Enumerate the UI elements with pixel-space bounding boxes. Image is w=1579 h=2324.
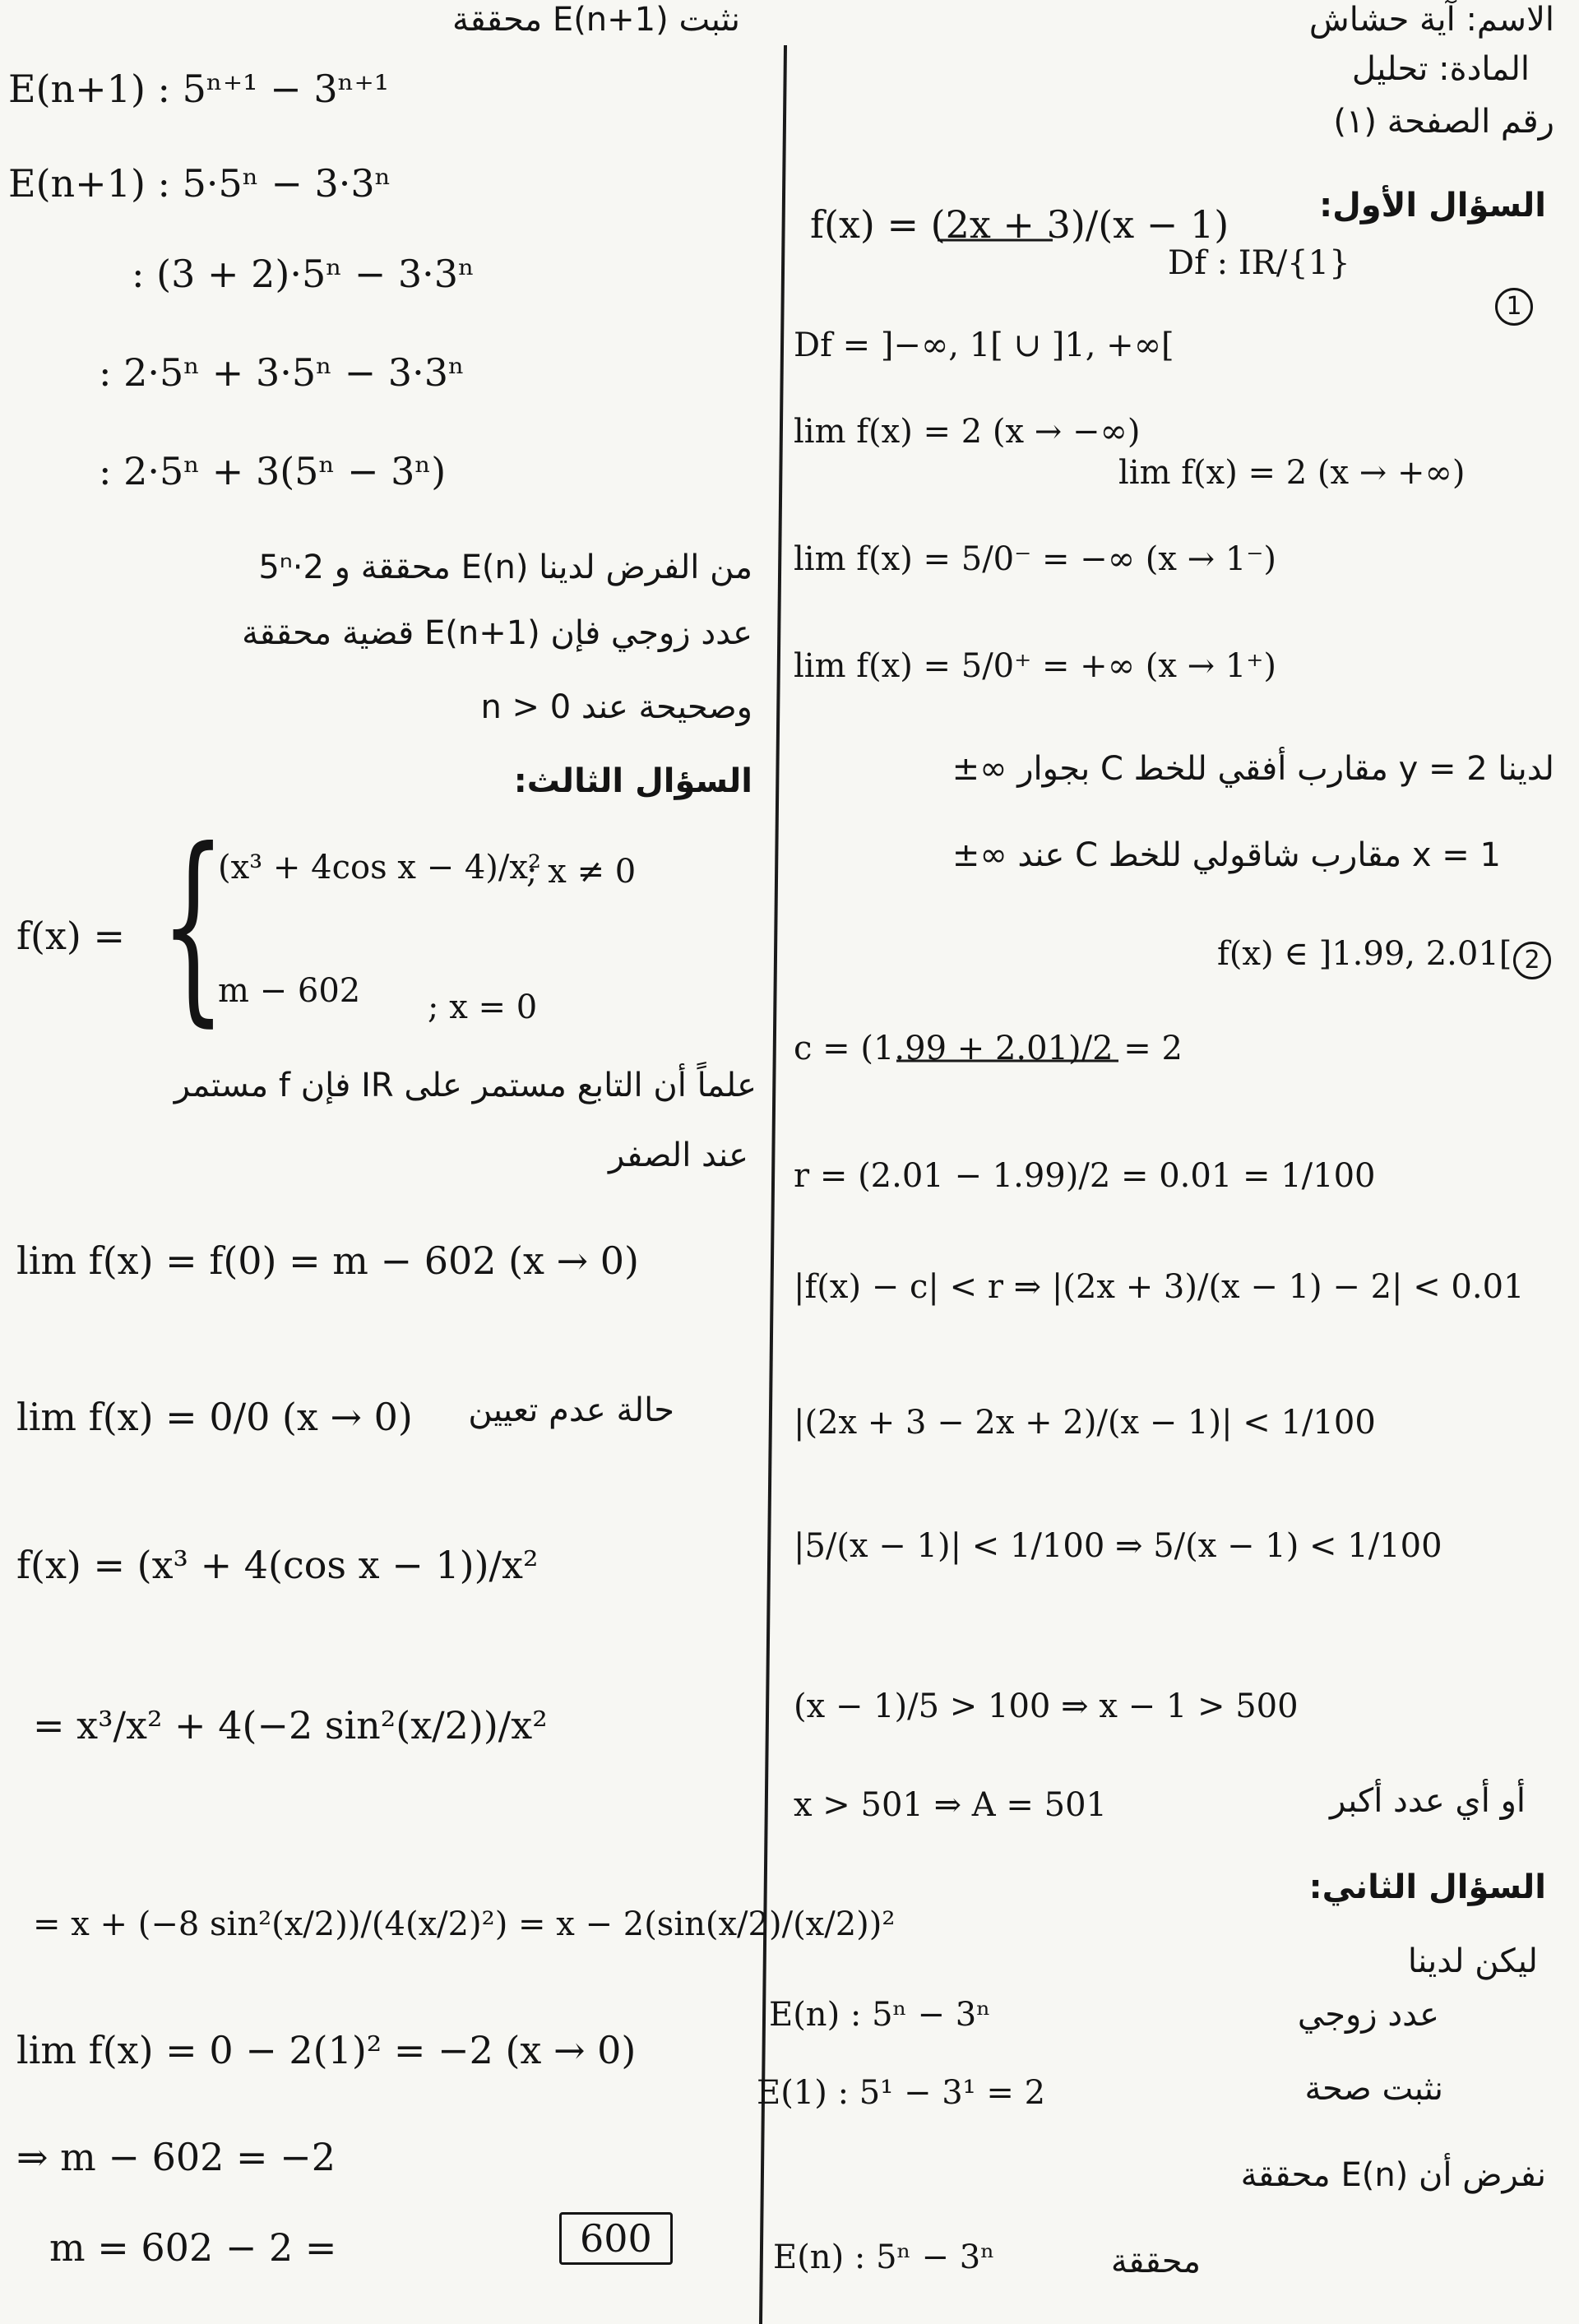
q2-conclusion-3: وصحيحة عند n > 0	[480, 688, 752, 726]
q3-case-2-condition: ; x = 0	[428, 988, 538, 1026]
q3-case-1-condition: ; x ≠ 0	[526, 853, 637, 891]
q3-case-1-expression: (x³ + 4cos x − 4)/x²	[218, 849, 541, 887]
subject: المادة: تحليل	[1351, 50, 1530, 88]
q2-conclusion-2: عدد زوجي فإن E(n+1) قضية محققة	[242, 614, 752, 652]
q3-case-2-expression: m − 602	[218, 972, 361, 1010]
q1-domain-short: Df : IR/{1}	[1168, 244, 1350, 282]
q1-center: c = (1.99 + 2.01)/2 = 2	[794, 1030, 1183, 1067]
q3-rewrite-2: = x³/x² + 4(−2 sin²(x/2))/x²	[33, 1703, 548, 1748]
q3-indeterminate-note: حالة عدم تعيين	[468, 1391, 674, 1429]
q3-indeterminate: lim f(x) = 0/0 (x → 0)	[16, 1395, 413, 1439]
q1-function: f(x) = (2x + 3)/(x − 1)	[810, 202, 1229, 247]
q1-inequality-3: |5/(x − 1)| < 1/100 ⇒ 5/(x − 1) < 1/100	[794, 1527, 1442, 1565]
q2-prove-header: نثبت E(n+1) محققة	[452, 1, 740, 39]
q1-radius: r = (2.01 − 1.99)/2 = 0.01 = 1/100	[794, 1157, 1376, 1195]
q2-step-3: : (3 + 2)·5ⁿ − 3·3ⁿ	[132, 252, 475, 296]
q2-e-n-again: E(n) : 5ⁿ − 3ⁿ	[773, 2238, 995, 2276]
q3-piecewise-brace: {	[160, 805, 226, 1044]
q1-inequality-5-note: أو أي عدد أكبر	[1330, 1782, 1526, 1820]
q3-statement-2: عند الصفر	[609, 1137, 748, 1174]
q3-statement-1: علماً أن التابع مستمر على IR فإن f مستمر	[174, 1067, 757, 1104]
q3-equation: ⇒ m − 602 = −2	[16, 2135, 336, 2179]
q1-inequality-5: x > 501 ⇒ A = 501	[794, 1786, 1107, 1824]
q1-horizontal-asymptote: لدينا y = 2 مقارب أفقي للخط C بجوار ∞±	[952, 750, 1554, 788]
q1-domain-interval: Df = ]−∞, 1[ ∪ ]1, +∞[	[794, 326, 1174, 364]
q2-e-1-note: نثبت صحة	[1304, 2070, 1443, 2108]
q2-e-n: E(n) : 5ⁿ − 3ⁿ	[769, 1996, 991, 2034]
column-divider	[761, 45, 785, 2324]
q1-limit-one-right: lim f(x) = 5/0⁺ = +∞ (x → 1⁺)	[794, 647, 1277, 685]
student-name: الاسم: آية حشاش	[1308, 1, 1554, 39]
q2-conclusion-1: من الفرض لدينا E(n) محققة و 2·5ⁿ	[258, 549, 752, 586]
question-2-title: السؤال الثاني:	[1308, 1868, 1546, 1906]
q2-step-2: E(n+1) : 5·5ⁿ − 3·3ⁿ	[8, 161, 391, 206]
q2-step-4: : 2·5ⁿ + 3·5ⁿ − 3·3ⁿ	[99, 350, 465, 395]
q1-limit-plus-inf: lim f(x) = 2 (x → +∞)	[1118, 454, 1466, 492]
q1-vertical-asymptote: x = 1 مقارب شاقولي للخط C عند ∞±	[952, 836, 1501, 874]
q3-limit-result: lim f(x) = 0 − 2(1)² = −2 (x → 0)	[16, 2028, 637, 2072]
q2-assume: نفرض أن E(n) محققة	[1240, 2156, 1546, 2194]
q2-step-5: : 2·5ⁿ + 3(5ⁿ − 3ⁿ)	[99, 449, 447, 493]
part-2-marker: 2	[1513, 942, 1551, 979]
q3-continuity-condition: lim f(x) = f(0) = m − 602 (x → 0)	[16, 1238, 640, 1283]
q2-intro: ليكن لدينا	[1407, 1942, 1538, 1980]
q1-limit-minus-inf: lim f(x) = 2 (x → −∞)	[794, 413, 1141, 451]
q1-inequality-1: |f(x) − c| < r ⇒ |(2x + 3)/(x − 1) − 2| < 0.01	[794, 1268, 1525, 1306]
q3-f-label: f(x) =	[16, 914, 126, 958]
q1-inequality-2: |(2x + 3 − 2x + 2)/(x − 1)| < 1/100	[794, 1404, 1376, 1442]
q1-limit-one-left: lim f(x) = 5/0⁻ = −∞ (x → 1⁻)	[794, 540, 1277, 578]
question-3-title: السؤال الثالث:	[513, 762, 752, 800]
part-1-marker: 1	[1495, 288, 1533, 326]
q2-e-1: E(1) : 5¹ − 3¹ = 2	[757, 2074, 1046, 2112]
q3-m-value: m = 602 − 2 =	[49, 2225, 337, 2270]
page-number: رقم الصفحة (١)	[1333, 103, 1554, 141]
question-1-title: السؤال الأول:	[1319, 187, 1546, 225]
q1-interval: f(x) ∈ ]1.99, 2.01[	[1217, 935, 1512, 973]
q3-final-answer: 600	[559, 2212, 673, 2265]
q2-e-n-again-note: محققة	[1110, 2243, 1201, 2280]
q2-even-note: عدد زوجي	[1297, 1996, 1439, 2034]
q3-rewrite-3: = x + (−8 sin²(x/2))/(4(x/2)²) = x − 2(sin(x/2)/(x/2))²	[33, 1905, 896, 1943]
q1-inequality-4: (x − 1)/5 > 100 ⇒ x − 1 > 500	[794, 1687, 1299, 1725]
q3-rewrite-1: f(x) = (x³ + 4(cos x − 1))/x²	[16, 1543, 539, 1587]
q2-step-1: E(n+1) : 5ⁿ⁺¹ − 3ⁿ⁺¹	[8, 67, 390, 111]
